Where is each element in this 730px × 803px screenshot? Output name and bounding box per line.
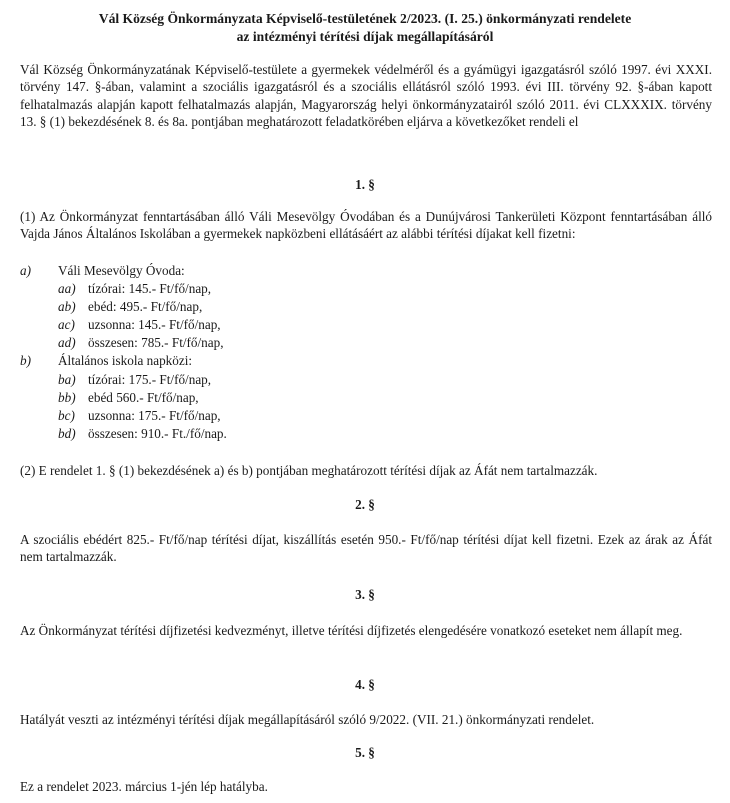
list-item-text: összesen: 785.- Ft/fő/nap, <box>88 335 224 350</box>
section-3-text: Az Önkormányzat térítési díjfizetési kedvezményt, illetve térítési díjfizetés elengedésére vonatkozó eseteket nem állapít meg. <box>20 623 683 638</box>
section-5-text: Ez a rendelet 2023. március 1-jén lép hatályba. <box>20 779 268 794</box>
list-item-ba <box>58 371 211 388</box>
list-item-label: bb) <box>58 390 76 405</box>
preamble: Vál Község Önkormányzatának Képviselő-testülete a gyermekek védelméről és a gyámügyi igazgatásról szóló 1997. évi XXXI. törvény 147. §-ában, valamint a szociális igazgatásról és a szociális ellátásról szóló 1993. évi III. törvény 92. §-ában kapott felhatalmazás alapján kapott felhatalmazás alapján, Magyarország helyi önkormányzatairól szóló 2011. évi CLXXXIX. törvény 13. § (1) bekezdésének 8. és 8a. pontjában meghatározott feladatkörében eljárva a következőket rendeli el <box>20 62 712 130</box>
list-item-ac <box>58 316 221 333</box>
list-item-text: uzsonna: 175.- Ft/fő/nap, <box>88 408 221 423</box>
title-line-2: az intézményi térítési díjak megállapításáról <box>236 29 494 44</box>
list-item-aa <box>58 280 211 297</box>
list-item-ad <box>58 334 224 351</box>
list-item-b <box>20 352 192 369</box>
list-item-text: tízórai: 145.- Ft/fő/nap, <box>88 281 212 296</box>
list-item-a-text: Váli Mesevölgy Óvoda: <box>58 263 185 278</box>
section-4-text: Hatályát veszti az intézményi térítési díjak megállapításáról szóló 9/2022. (VII. 21.) önkormányzati rendelet. <box>20 712 595 727</box>
list-item-b-label: b) <box>20 353 31 368</box>
section-1-paragraph-1: (1) Az Önkormányzat fenntartásában álló Váli Mesevölgy Óvodában és a Dunújvárosi Tankerületi Központ fenntartásában álló Vajda János Általános Iskolában a gyermekek napközbeni ellátásáért az alábbi térítési díjakat kell fizetni: <box>20 209 712 242</box>
list-item-label: aa) <box>58 281 76 296</box>
list-item-bb <box>58 389 199 406</box>
title-line-1: Vál Község Önkormányzata Képviselő-testületének 2/2023. (I. 25.) önkormányzati rendelete <box>98 11 632 26</box>
list-item-label: ba) <box>58 372 76 387</box>
section-2-text: A szociális ebédért 825.- Ft/fő/nap térítési díjat, kiszállítás esetén 950.- Ft/fő/nap térítési díjat kell fizetni. Ezek az árak az Áfát nem tartalmazzák. <box>20 532 712 565</box>
document-title <box>0 10 730 46</box>
list-item-label: bd) <box>58 426 76 441</box>
list-item-ab <box>58 298 202 315</box>
section-1-heading: 1. § <box>355 177 375 192</box>
section-3-heading: 3. § <box>355 587 375 602</box>
section-1-paragraph-2: (2) E rendelet 1. § (1) bekezdésének a) és b) pontjában meghatározott térítési díjak az Áfát nem tartalmazzák. <box>20 463 598 478</box>
list-item-label: bc) <box>58 408 75 423</box>
list-item-label: ab) <box>58 299 76 314</box>
list-item-text: uzsonna: 145.- Ft/fő/nap, <box>88 317 221 332</box>
list-item-text: összesen: 910.- Ft./fő/nap. <box>88 426 227 441</box>
list-item-b-text: Általános iskola napközi: <box>58 353 193 368</box>
list-item-label: ad) <box>58 335 76 350</box>
list-item-text: ebéd: 495.- Ft/fő/nap, <box>88 299 203 314</box>
list-item-bc <box>58 407 221 424</box>
section-5-heading: 5. § <box>355 745 375 760</box>
list-item-a <box>20 262 185 279</box>
list-item-label: ac) <box>58 317 75 332</box>
section-4-heading: 4. § <box>355 677 375 692</box>
list-item-bd <box>58 425 227 442</box>
list-item-text: ebéd 560.- Ft/fő/nap, <box>88 390 199 405</box>
list-item-a-label: a) <box>20 263 31 278</box>
section-2-heading: 2. § <box>355 497 375 512</box>
list-item-text: tízórai: 175.- Ft/fő/nap, <box>88 372 212 387</box>
